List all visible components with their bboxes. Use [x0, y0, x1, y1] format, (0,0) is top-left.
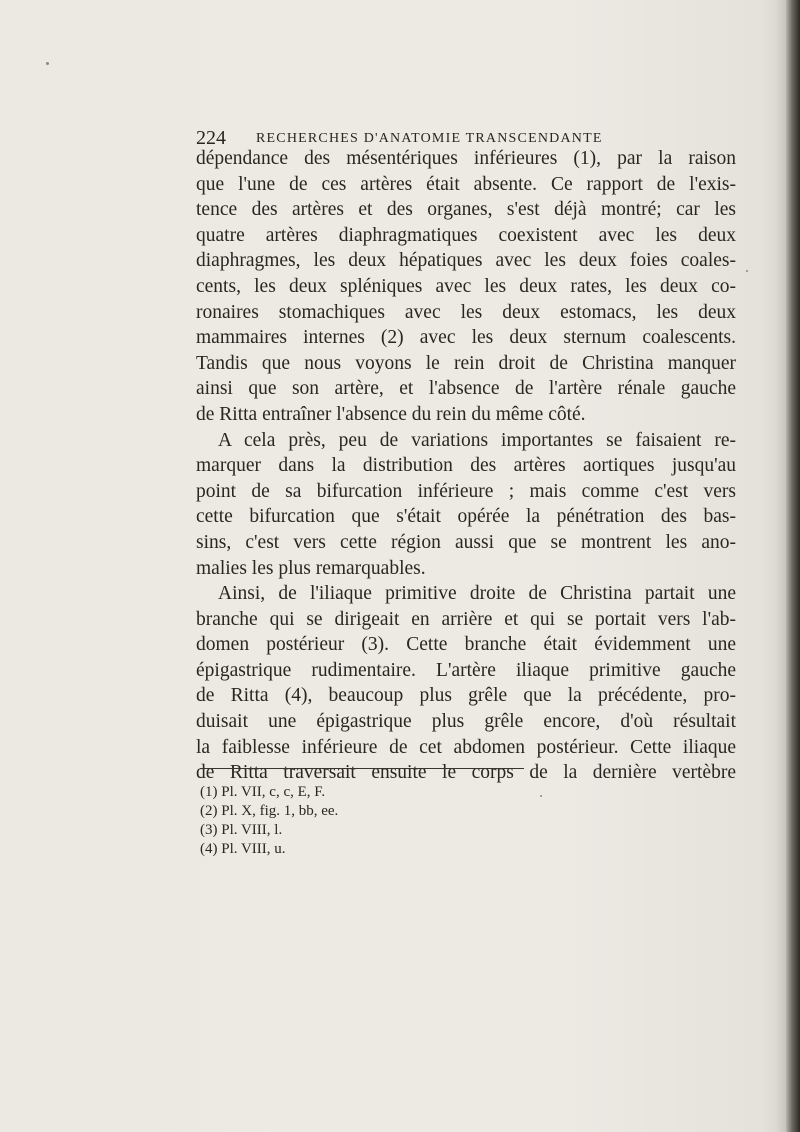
paper-speck: [540, 795, 542, 797]
text-line: de Ritta (4), beaucoup plus grêle que la précédente, pro-: [196, 685, 736, 707]
footnotes: [200, 783, 338, 859]
text-line: A cela près, peu de variations importantes se faisaient re-: [218, 429, 736, 451]
text-line: ronaires stomachiques avec les deux estomacs, les deux: [196, 301, 736, 323]
text-line: duisait une épigastrique plus grêle encore, d'où résultait: [196, 711, 736, 733]
text-line: la faiblesse inférieure de cet abdomen postérieur. Cette iliaque: [196, 736, 736, 758]
page-number: 224: [196, 127, 226, 149]
paper-speck: [746, 270, 748, 272]
text-line: épigastrique rudimentaire. L'artère iliaque primitive gauche: [196, 659, 736, 681]
text-line: Tandis que nous voyons le rein droit de Christina manquer: [196, 352, 736, 374]
text-line: dépendance des mésentériques inférieures (1), par la raison: [196, 148, 736, 169]
paper-speck: [46, 62, 49, 65]
running-head: RECHERCHES D'ANATOMIE TRANSCENDANTE: [256, 131, 603, 146]
text-line: marquer dans la distribution des artères aortiques jusqu'au: [196, 455, 736, 477]
text-line: Ainsi, de l'iliaque primitive droite de Christina partait une: [218, 583, 736, 605]
text-line: sins, c'est vers cette région aussi que se montrent les ano-: [196, 531, 736, 553]
text-line: mammaires internes (2) avec les deux sternum coalescents.: [196, 327, 736, 349]
footnote: (3) Pl. VIII, l.: [200, 822, 283, 838]
footnote: (1) Pl. VII, c, c, E, F.: [200, 784, 326, 800]
text-line: cette bifurcation que s'était opérée la pénétration des bas-: [196, 506, 736, 528]
text-line: de Ritta entraîner l'absence du rein du même côté.: [196, 403, 586, 425]
footnote-rule: [200, 768, 524, 769]
text-line: ainsi que son artère, et l'absence de l'artère rénale gauche: [196, 378, 736, 400]
text-line: point de sa bifurcation inférieure ; mais comme c'est vers: [196, 480, 736, 502]
text-line: que l'une de ces artères était absente. Ce rapport de l'exis-: [196, 173, 736, 195]
footnote: (2) Pl. X, fig. 1, bb, ee.: [200, 803, 339, 819]
text-line: domen postérieur (3). Cette branche était évidemment une: [196, 634, 736, 656]
footnote: (4) Pl. VIII, u.: [200, 841, 286, 857]
body-text: [196, 146, 736, 786]
text-line: cents, les deux spléniques avec les deux rates, les deux co-: [196, 275, 736, 297]
book-binding-edge: [786, 0, 800, 1132]
text-line: quatre artères diaphragmatiques coexistent avec les deux: [196, 224, 736, 246]
text-line: tence des artères et des organes, s'est déjà montré; car les: [196, 199, 736, 221]
text-line: diaphragmes, les deux hépatiques avec les deux foies coales-: [196, 250, 736, 272]
page-edge-shadow: [776, 0, 786, 1132]
text-line: de Ritta traversait ensuite le corps de la dernière vertèbre: [196, 762, 736, 784]
text-line: malies les plus remarquables.: [196, 557, 426, 579]
text-line: branche qui se dirigeait en arrière et qui se portait vers l'ab-: [196, 608, 736, 630]
